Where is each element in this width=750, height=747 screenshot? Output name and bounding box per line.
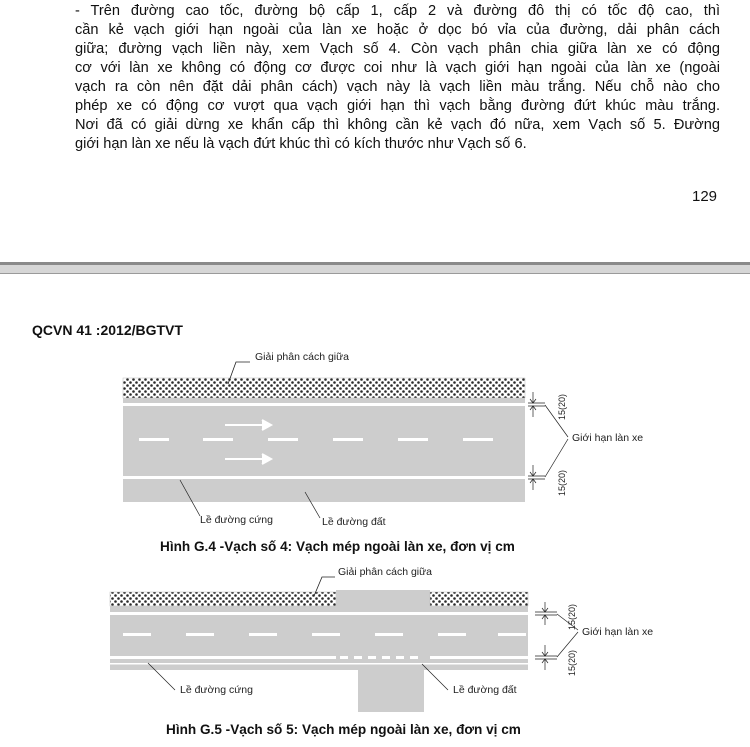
page-number: 129: [692, 188, 718, 205]
median-strip-left: [110, 592, 336, 606]
median-strip-right: [430, 592, 528, 606]
dim-bottom-label: 15(20): [557, 469, 567, 496]
dim-bottom-label: 15(20): [567, 649, 577, 676]
hard-shoulder-label: Lề đường cứng: [180, 684, 253, 696]
paragraph-line: giới hạn làn xe nếu là vạch đứt khúc thì có kích thước như Vạch số 6.: [75, 136, 527, 152]
soft-shoulder-label: Lề đường đất: [322, 516, 386, 528]
paragraph-line: - Trên đường cao tốc, đường bộ cấp 1, cấp 2 và đường đô thị có tốc độ cao, thì: [75, 3, 720, 19]
hard-shoulder-label: Lề đường cứng: [200, 514, 273, 526]
dimension-marks-bottom: [528, 465, 545, 490]
paragraph-line: phép xe có động cơ vượt qua vạch giới hạn thì vạch bằng đường đứt khúc màu trắng.: [75, 98, 720, 114]
figure-g4: [123, 351, 643, 528]
figure-g5: [110, 566, 653, 712]
road-surface: [110, 606, 528, 670]
figure-g5-caption: Hình G.5 -Vạch số 5: Vạch mép ngoài làn xe, đơn vị cm: [166, 722, 521, 737]
dim-top-label: 15(20): [557, 393, 567, 420]
paragraph-line: Nơi đã có giải dừng xe khẩn cấp thì không cần kẻ vạch đó nữa, xem Vạch số 5. Đường: [75, 117, 720, 133]
lane-edge-label: Giới hạn làn xe: [582, 626, 654, 638]
shoulder-line: [110, 663, 528, 665]
median-strip: [123, 378, 525, 398]
paragraph-line: vạch ra còn nên đặt dải phân cách) vạch này là vạch liền màu trắng. Nếu chỗ nào cho: [75, 79, 720, 95]
side-road: [358, 670, 424, 712]
paragraph-line: cơ với làn xe không có động cơ được coi như là vạch giới hạn ngoài của làn xe (ngoài: [75, 60, 720, 76]
dimension-marks-top: [535, 602, 557, 625]
median-label: Giải phân cách giữa: [338, 566, 433, 578]
edge-line-bottom: [110, 656, 528, 659]
dimension-marks-top: [528, 392, 545, 417]
document-code: QCVN 41 :2012/BGTVT: [32, 322, 183, 338]
edge-line-top: [123, 403, 525, 406]
paragraph-line: giữa; đường vạch liền này, xem Vạch số 4. Còn vạch phân chia giữa làn xe có động: [75, 41, 720, 57]
median-label: Giải phân cách giữa: [255, 351, 350, 363]
dim-top-label: 15(20): [567, 603, 577, 630]
dimension-marks-bottom: [535, 645, 557, 670]
paragraph-line: cần kẻ vạch giới hạn ngoài của làn xe hoặc ở dọc bó vỉa của đường, dải phân cách: [75, 22, 720, 38]
edge-line-bottom: [123, 476, 525, 479]
soft-shoulder-label: Lề đường đất: [453, 684, 517, 696]
figure-g4-caption: Hình G.4 -Vạch số 4: Vạch mép ngoài làn xe, đơn vị cm: [160, 539, 515, 554]
edge-line-top: [110, 612, 528, 615]
lane-edge-label: Giới hạn làn xe: [572, 432, 644, 444]
